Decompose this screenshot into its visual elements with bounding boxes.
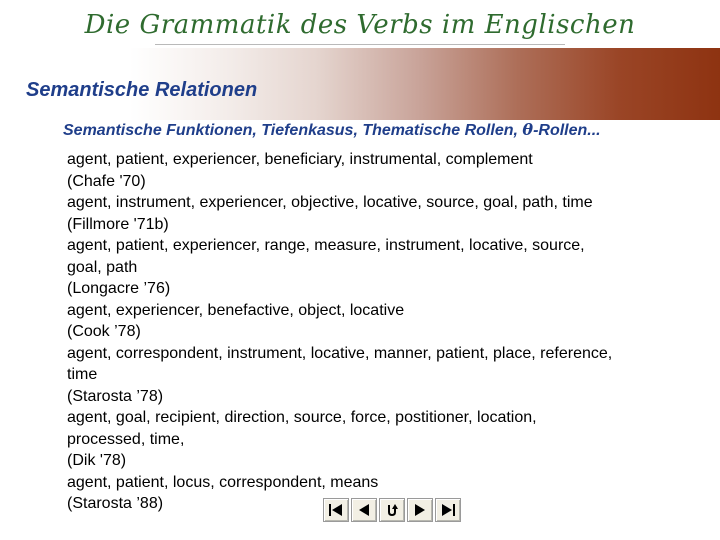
list-item: (Fillmore '71b) (67, 215, 169, 233)
previous-slide-button[interactable] (351, 498, 377, 522)
list-item: (Chafe '70) (67, 172, 146, 190)
subtitle-suffix: -Rollen... (533, 122, 601, 139)
list-item: (Dik '78) (67, 452, 127, 469)
return-arrow-icon (383, 502, 401, 518)
slide-title: Semantische Relationen (26, 79, 258, 101)
arrow-right-icon (411, 502, 429, 518)
list-item: (Cook ’78) (67, 323, 141, 340)
arrow-left-icon (355, 502, 373, 518)
list-item: (Starosta ’88) (67, 495, 164, 512)
theta-symbol: θ (522, 120, 534, 139)
skip-to-end-icon (439, 502, 457, 518)
slide-navigation (323, 498, 461, 522)
list-item: processed, time, (67, 430, 185, 448)
list-item: agent, patient, experiencer, range, measure, instrument, locative, source, (67, 237, 585, 254)
list-item: agent, correspondent, instrument, locative, manner, patient, place, reference, (67, 344, 613, 362)
header-title: Die Grammatik des Verbs im Englischen (84, 10, 636, 40)
list-item: goal, path (67, 258, 138, 276)
relations-list (67, 149, 707, 515)
subtitle-prefix: Semantische Funktionen, Tiefenkasus, Thematische Rollen, (63, 122, 523, 139)
list-item: agent, patient, experiencer, beneficiary, instrumental, complement (67, 151, 533, 168)
return-button[interactable] (379, 498, 405, 522)
slide-subtitle (63, 120, 601, 140)
list-item: agent, patient, locus, correspondent, means (67, 473, 379, 491)
header-divider (155, 44, 565, 45)
list-item: agent, goal, recipient, direction, source, force, postitioner, location, (67, 409, 537, 426)
first-slide-button[interactable] (323, 498, 349, 522)
list-item: agent, experiencer, benefactive, object, locative (67, 301, 405, 319)
list-item: (Starosta ’78) (67, 387, 164, 405)
list-item: time (67, 366, 98, 383)
list-item: agent, instrument, experiencer, objective, locative, source, goal, path, time (67, 194, 593, 211)
list-item: (Longacre ’76) (67, 280, 171, 297)
last-slide-button[interactable] (435, 498, 461, 522)
next-slide-button[interactable] (407, 498, 433, 522)
skip-to-start-icon (327, 502, 345, 518)
